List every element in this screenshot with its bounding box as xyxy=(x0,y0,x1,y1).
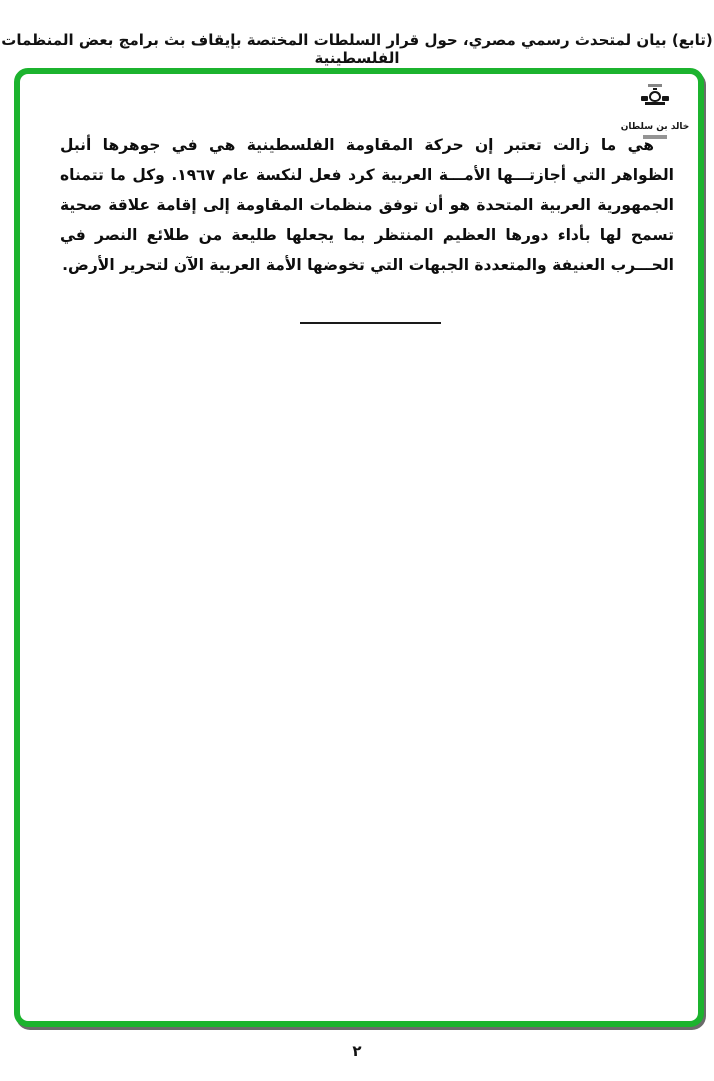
stamp-signature-name: خالد بن سلطان xyxy=(620,122,690,132)
section-divider-line xyxy=(300,322,441,324)
statement-paragraph: هي ما زالت تعتبر إن حركة المقاومة الفلسطينية هي في جوهرها أنبل الظواهر التي أجازتـــها الأمـــة العربية كرد فعل لنكسة عام ١٩٦٧. وكل ما تتمناه الجمهورية العربية المتحدة هو أن توفق منظمات المقاومة إلى إقامة علاقة صحية تسمح لها بأداء دورها العظيم المنتظر بما يجعلها طليعة من طلائع النصر في الحـــرب العنيفة والمتعددة الجبهات التي تخوضها الأمة العربية الآن لتحرير الأرض. xyxy=(60,136,674,274)
page-number: ٢ xyxy=(352,1042,362,1060)
page-header-title: (تابع) بيان لمتحدث رسمي مصري، حول قرار السلطات المختصة بإيقاف بث برامج بعض المنظمات الفلسطينية xyxy=(1,31,713,67)
crest-emblem-icon xyxy=(633,103,677,122)
stamp-ornament-mark xyxy=(648,84,662,87)
